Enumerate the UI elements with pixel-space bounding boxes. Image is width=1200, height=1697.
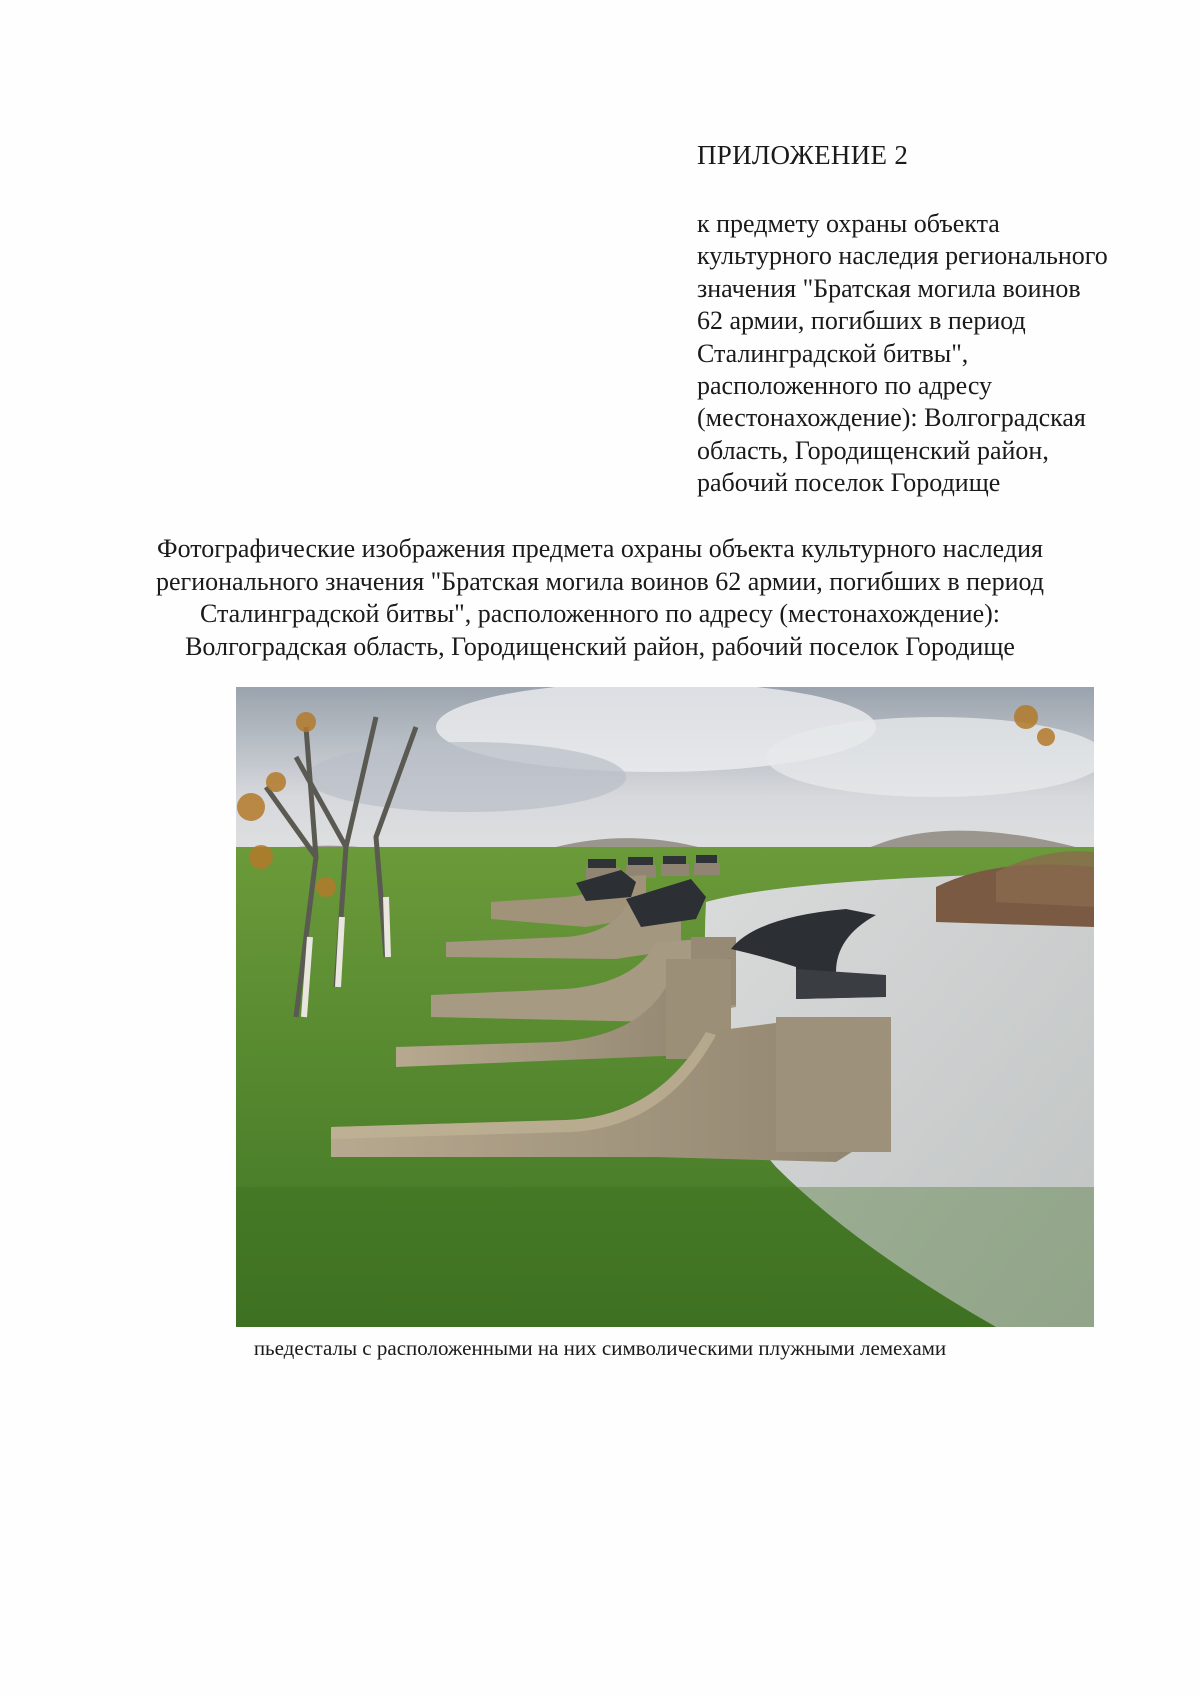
appendix-note-line: расположенного по адресу xyxy=(697,371,993,401)
appendix-note-line: Сталинградской битвы", xyxy=(697,338,969,368)
appendix-note-line: рабочий поселок Городище xyxy=(697,468,1001,498)
monument-photo-illustration xyxy=(236,687,1094,1327)
heading-line: регионального значения "Братская могила воинов 62 армии, погибших в период xyxy=(156,566,1044,596)
document-heading xyxy=(150,533,1050,663)
appendix-note-line: значения "Братская могила воинов xyxy=(697,273,1081,303)
appendix-note xyxy=(697,208,1167,500)
appendix-note-line: 62 армии, погибших в период xyxy=(697,306,1026,336)
photo-caption: пьедесталы с расположенными на них символическими плужными лемехами xyxy=(253,1336,947,1360)
appendix-note-line: (местонахождение): Волгоградская xyxy=(697,403,1086,433)
appendix-note-line: область, Городищенский район, xyxy=(697,435,1049,465)
heading-line: Фотографические изображения предмета охраны объекта культурного наследия xyxy=(157,534,1043,563)
heading-line: Волгоградская область, Городищенский район, рабочий поселок Городище xyxy=(185,631,1015,661)
monument-photo xyxy=(236,687,1094,1327)
appendix-note-line: культурного наследия регионального xyxy=(697,241,1108,271)
heading-line: Сталинградской битвы", расположенного по адресу (местонахождение): xyxy=(199,599,1001,628)
appendix-title: ПРИЛОЖЕНИЕ 2 xyxy=(697,140,909,170)
appendix-note-line: к предмету охраны объекта xyxy=(697,209,1000,238)
